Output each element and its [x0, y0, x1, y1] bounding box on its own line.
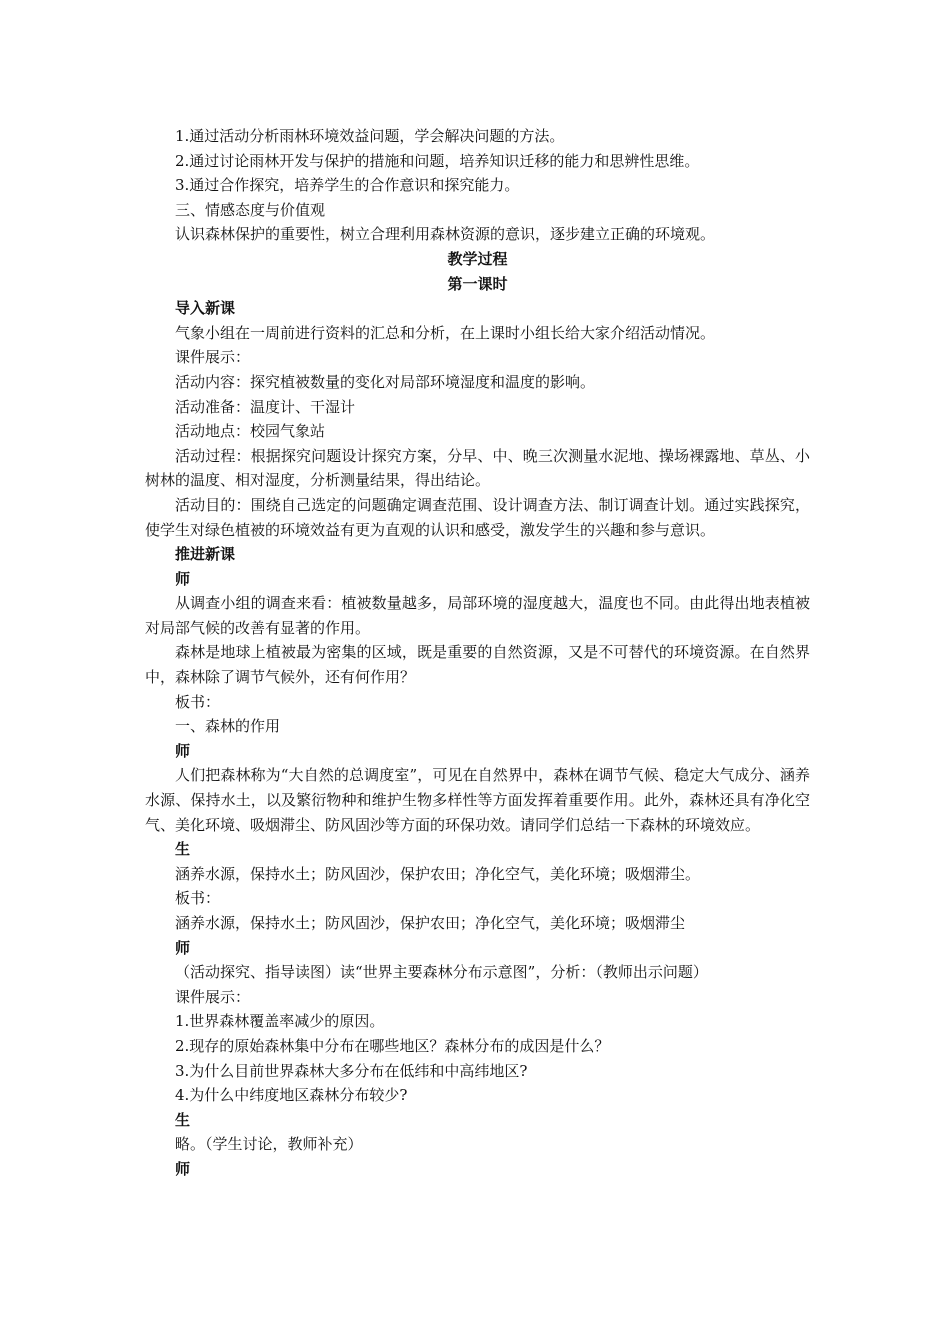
document-page	[145, 124, 810, 1182]
body-paragraph: 课件展示：	[175, 348, 251, 367]
body-paragraph: 涵养水源，保持水土；防风固沙，保护农田；净化空气，美化环境；吸烟滞尘。	[175, 864, 701, 883]
body-paragraph: 课件展示：	[175, 987, 251, 1006]
body-paragraph: 3.通过合作探究，培养学生的合作意识和探究能力。	[175, 176, 520, 195]
subsection-heading: 师	[175, 1159, 191, 1178]
subsection-heading: 师	[175, 938, 191, 957]
body-paragraph: 活动准备：温度计、干湿计	[175, 397, 356, 416]
body-paragraph: 气象小组在一周前进行资料的汇总和分析，在上课时小组长给大家介绍活动情况。	[175, 323, 716, 342]
body-paragraph: 从调查小组的调查来看：植被数量越多，局部环境的湿度越大，温度也不同。由此得出地表植被对局部气候的改善有显著的作用。	[145, 594, 810, 637]
subsection-heading: 师	[175, 741, 191, 760]
section-heading: 教学过程	[447, 249, 508, 268]
body-paragraph: 板书：	[175, 692, 221, 711]
subsection-heading: 导入新课	[175, 299, 236, 318]
body-paragraph: 活动地点：校园气象站	[175, 422, 326, 441]
subsection-heading: 生	[175, 840, 191, 859]
body-paragraph: 2.现存的原始森林集中分布在哪些地区？森林分布的成因是什么？	[175, 1036, 610, 1055]
body-paragraph: 略。（学生讨论，教师补充）	[175, 1135, 363, 1154]
body-paragraph: 三、情感态度与价值观	[175, 200, 326, 219]
body-paragraph: 3.为什么目前世界森林大多分布在低纬和中高纬地区?	[175, 1061, 528, 1080]
body-paragraph: 认识森林保护的重要性，树立合理利用森林资源的意识，逐步建立正确的环境观。	[175, 225, 716, 244]
subsection-heading: 师	[175, 569, 191, 588]
body-paragraph: （活动探究、指导读图）读“世界主要森林分布示意图”，分析：（教师出示问题）	[175, 963, 708, 982]
body-paragraph: 活动过程：根据探究问题设计探究方案，分早、中、晚三次测量水泥地、操场裸露地、草丛、小树林的温度、相对湿度，分析测量结果，得出结论。	[145, 446, 810, 490]
body-paragraph: 板书：	[175, 889, 221, 908]
body-paragraph: 1.世界森林覆盖率减少的原因。	[175, 1012, 385, 1031]
subsection-heading: 生	[175, 1110, 191, 1129]
body-paragraph: 涵养水源，保持水土；防风固沙，保护农田；净化空气，美化环境；吸烟滞尘	[175, 914, 686, 932]
body-paragraph: 森林是地球上植被最为密集的区域，既是重要的自然资源，又是不可替代的环境资源。在自然界中，森林除了调节气候外，还有何作用？	[145, 643, 810, 687]
subsection-heading: 推进新课	[175, 545, 236, 564]
body-paragraph: 人们把森林称为“大自然的总调度室”，可见在自然界中，森林在调节气候、稳定大气成分、涵养水源、保持水土，以及繁衍物种和维护生物多样性等方面发挥着重要作用。此外，森林还具有净化空气、美化环境、吸烟滞尘、防风固沙等方面的环保功效。请同学们总结一下森林的环境效应。	[145, 766, 810, 834]
body-paragraph: 活动内容：探究植被数量的变化对局部环境湿度和温度的影响。	[175, 372, 596, 391]
body-paragraph: 1.通过活动分析雨林环境效益问题，学会解决问题的方法。	[175, 127, 565, 145]
body-paragraph: 活动目的：围绕自己选定的问题确定调查范围、设计调查方法、制订调查计划。通过实践探究，使学生对绿色植被的环境效益有更为直观的认识和感受，激发学生的兴趣和参与意识。	[145, 495, 810, 539]
body-paragraph: 2.通过讨论雨林开发与保护的措施和问题，培养知识迁移的能力和思辨性思维。	[175, 151, 700, 170]
section-heading: 第一课时	[447, 274, 508, 293]
body-paragraph: 4.为什么中纬度地区森林分布较少?	[175, 1086, 408, 1105]
body-paragraph: 一、森林的作用	[175, 717, 281, 736]
